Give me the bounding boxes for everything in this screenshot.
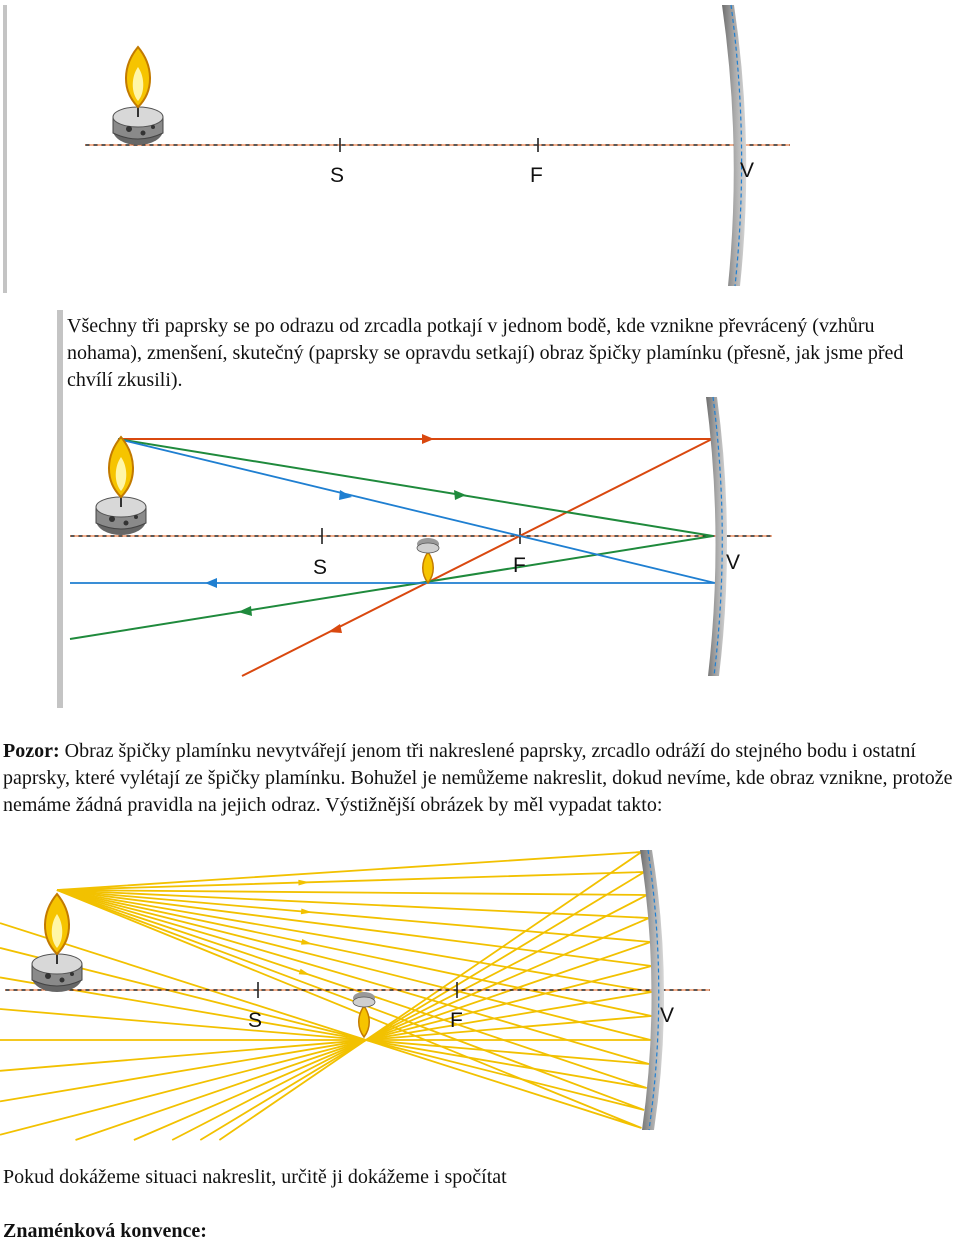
ray-blue bbox=[70, 439, 715, 583]
label-f: F bbox=[530, 164, 543, 187]
label-s: S bbox=[248, 1009, 263, 1032]
warning-text: Obraz špičky plamínku nevytvářejí jenom tři nakreslené paprsky, zrcadlo odráží do stejného bodu i ostatní paprsky, které vylétají ze špičky plamínku. Bohužel je nemůžeme nakreslit, dokud nevíme, kde obraz vznikne, protože nemáme žádná pravidla na jejich odraz. Výstižnější obrázek by měl vypadat takto: bbox=[3, 740, 953, 816]
inverted-image-icon bbox=[353, 992, 375, 1037]
label-f: F bbox=[513, 554, 526, 577]
mirror-diagram-three-rays bbox=[0, 390, 960, 690]
candle-icon bbox=[32, 894, 82, 992]
ray-arrow bbox=[301, 939, 313, 945]
label-s: S bbox=[313, 556, 328, 579]
label-f: F bbox=[450, 1009, 463, 1032]
ray-red bbox=[118, 439, 712, 676]
ray-arrow bbox=[299, 969, 311, 975]
ray-green bbox=[70, 439, 713, 639]
label-s: S bbox=[330, 164, 345, 187]
label-v: V bbox=[726, 551, 741, 574]
warning-label: Pozor: bbox=[3, 740, 60, 762]
mirror-diagram-basic bbox=[0, 0, 960, 300]
paragraph-warning bbox=[3, 738, 958, 819]
mirror-diagram-many-rays bbox=[0, 840, 960, 1140]
ray-arrow bbox=[298, 880, 309, 886]
inverted-image-icon bbox=[417, 538, 439, 583]
heading-sign-convention bbox=[3, 1218, 953, 1245]
candle-icon bbox=[113, 47, 163, 145]
ray-fan bbox=[0, 852, 652, 1140]
label-v: V bbox=[740, 159, 755, 182]
paragraph-conclusion: Pokud dokážeme situaci nakreslit, určitě ji dokážeme i spočítat bbox=[3, 1166, 507, 1188]
label-v: V bbox=[660, 1004, 675, 1027]
candle-icon bbox=[96, 437, 146, 535]
paragraph-image-formation: Všechny tři paprsky se po odrazu od zrcadla potkají v jednom bodě, kde vznikne převrácený (vzhůru nohama), zmenšení, skutečný (paprsky se opravdu setkají) obraz špičky plamínku (přesně, jak jsme před chvílí zkusili). bbox=[67, 315, 904, 391]
heading-text: Znaménková konvence: bbox=[3, 1220, 207, 1242]
